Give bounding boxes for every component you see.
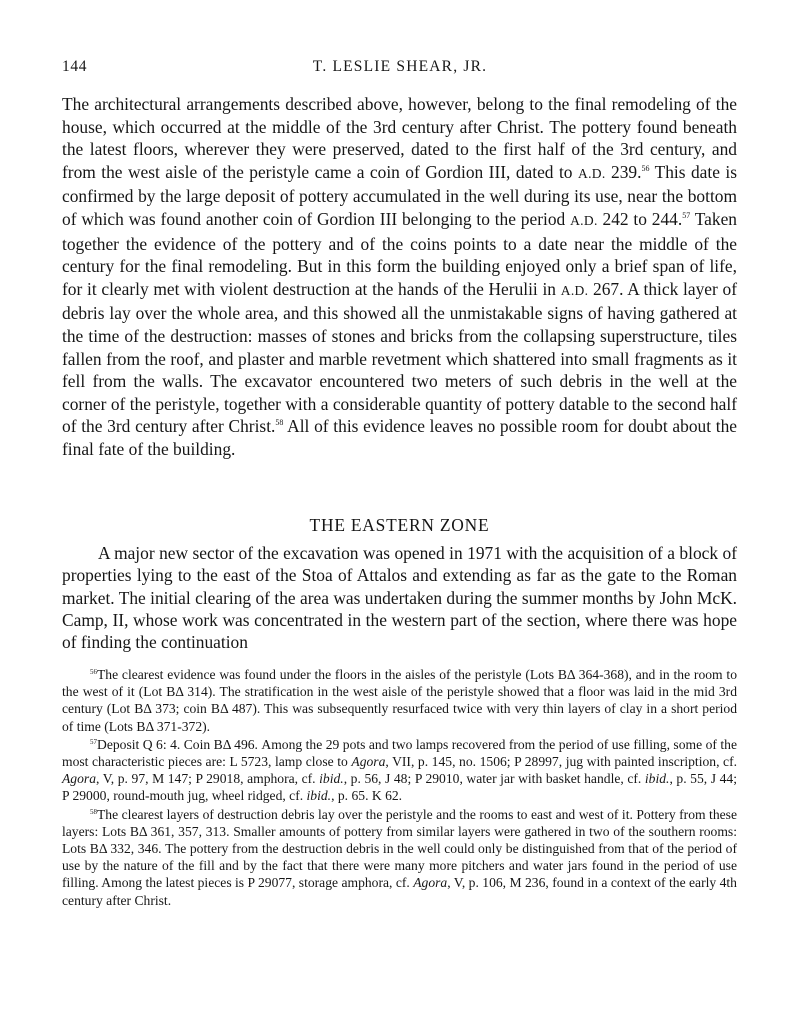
footnote-number: 57 bbox=[90, 737, 97, 746]
footnote-text: , V, p. 106, M 236, found in a context of the early 4th century after Christ. bbox=[62, 875, 737, 908]
footnote-text: The clearest evidence was found under the floors in the aisles of the peristyle (Lots BΔ 364-368), and in the room to the west of it (Lot BΔ 314). The stratification in the west aisle of the peristyle showed that a floor was laid in the mid 3rd century (Lot BΔ 373; coin BΔ 487). This was subsequently resurfaced twice with very thin layers of clay in a short period of time (Lots BΔ 371-372). bbox=[62, 667, 737, 734]
text-run: 267. A thick layer of debris lay over the whole area, and this showed all the unmistakable signs of having gathered at the time of the destruction: masses of stones and bricks from the collapsing superstructure, tiles fallen from the roof, and plaster and marble revetment which shattered into small fragments as it fell from the walls. The excavator encountered two meters of such debris in the well at the corner of the peristyle, together with a considerable quantity of pottery datable to the second half of the 3rd century after Christ. bbox=[62, 278, 737, 437]
footnote-text: The clearest layers of destruction debris lay over the peristyle and the rooms to east and west of it. Pottery from these layers: Lots BΔ 361, 357, 313. Smaller amounts of pottery from similar layers were gathered in two of the southern rooms: Lots BΔ 332, 346. The pottery from the destruction debris in the well could only be distinguished from that of the period of use by the nature of the fill and by the fact that there were many more pitchers and water jars found in the period of use filling. Among the latest pieces is P 29077, storage amphora, cf. bbox=[62, 806, 737, 891]
footnotes bbox=[62, 666, 737, 909]
citation-ibid: ibid. bbox=[319, 771, 344, 787]
citation-ibid: ibid. bbox=[644, 771, 670, 787]
running-title: T. LESLIE SHEAR, JR. bbox=[312, 58, 488, 75]
footnote-58 bbox=[62, 806, 737, 909]
citation-title: Agora bbox=[351, 754, 386, 770]
section-paragraph: A major new sector of the excavation was opened in 1971 with the acquisition of a block of properties lying to the east of the Stoa of Attalos and extending as far as the gate to the Roman market. The initial clearing of the area was undertaken during the summer months by John McK. Camp, II, whose work was concentrated in the western part of the section, where there was hope of finding the continuation bbox=[62, 543, 737, 653]
page-number: 144 bbox=[62, 58, 88, 75]
footnote-57 bbox=[62, 736, 737, 805]
footnote-number: 58 bbox=[90, 807, 97, 816]
footnote-text: , VII, p. 145, no. 1506; P 28997, jug with painted inscription, cf. bbox=[385, 754, 738, 770]
footnote-ref-57[interactable]: 57 bbox=[682, 210, 691, 220]
footnote-text: , p. 55, J 44; P 29000, round-mouth jug, wheel ridged, cf. bbox=[62, 771, 737, 804]
footnote-text: , p. 65. K 62. bbox=[331, 788, 403, 804]
footnote-text: , V, p. 97, M 147; P 29018, amphora, cf. bbox=[95, 771, 316, 787]
era-abbreviation: A.D. bbox=[570, 212, 598, 228]
text-run: 242 to 244. bbox=[602, 208, 683, 229]
citation-title: Agora bbox=[62, 771, 96, 787]
main-text bbox=[62, 93, 737, 461]
citation-title: Agora bbox=[413, 875, 448, 891]
footnote-text: Deposit Q 6: 4. Coin BΔ 496. Among the 29 pots and two lamps recovered from the period of use filling, some of the most characteristic pieces are: L 5723, lamp close to bbox=[62, 736, 737, 770]
footnote-number: 56 bbox=[90, 668, 97, 676]
text-run: The architectural arrangements described above, however, belong to the final remodeling of the house, which occurred at the middle of the 3rd century after Christ. The pottery found beneath the latest floors, wherever they were preserved, dated to the first half of the 3rd century, and from the west aisle of the peristyle came a coin of Gordion III, dated to bbox=[62, 94, 737, 182]
footnote-56 bbox=[62, 666, 737, 735]
page-header bbox=[62, 58, 738, 82]
citation-ibid: ibid. bbox=[306, 788, 332, 804]
text-run: 239. bbox=[611, 161, 642, 182]
body-paragraph bbox=[62, 93, 737, 461]
era-abbreviation: A.D. bbox=[577, 165, 606, 181]
text-run: Taken together the evidence of the pottery and of the coins points to a date near the middle of the century for the final remodeling. But in this form the building enjoyed only a brief span of life, for it clearly met with violent destruction at the hands of the Herulii in bbox=[62, 208, 737, 299]
text-run: This date is confirmed by the large deposit of pottery accumulated in the well during its use, near the bottom of which was found another coin of Gordion III belonging to the period bbox=[62, 161, 738, 229]
footnote-ref-58[interactable]: 58 bbox=[275, 418, 284, 428]
text-run: All of this evidence leaves no possible room for doubt about the final fate of the building. bbox=[62, 416, 738, 459]
era-abbreviation: A.D. bbox=[560, 282, 589, 298]
section-heading: THE EASTERN ZONE bbox=[309, 515, 490, 535]
footnote-text: , p. 56, J 48; P 29010, water jar with basket handle, cf. bbox=[343, 771, 642, 787]
section-text bbox=[62, 542, 737, 653]
footnote-ref-56[interactable]: 56 bbox=[641, 163, 650, 173]
